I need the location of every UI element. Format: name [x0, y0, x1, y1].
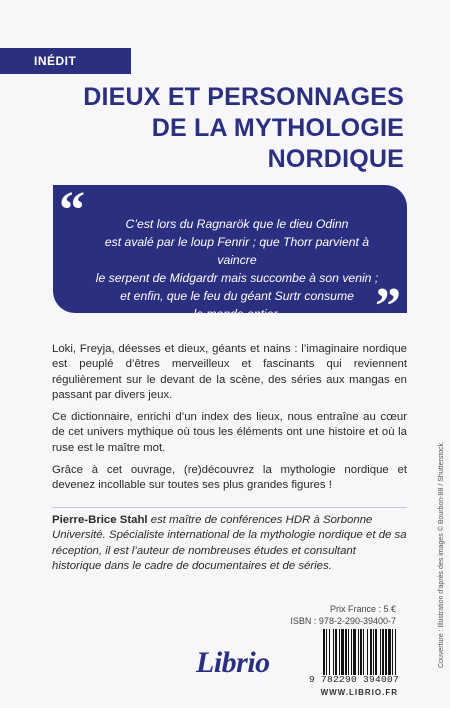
- blurb-paragraph: Grâce à cet ouvrage, (re)découvrez la mythologie nordique et devenez incollable sur toutes ses plus grandes figures !: [52, 464, 407, 492]
- author-bio-text: est maître de conférences HDR à Sorbonne Université. Spécialiste international de la mythologie nordique et de sa réception, il est l’auteur de nombreuses études et consultant historique dans le cadre de documentaires et de séries.: [52, 514, 407, 572]
- cover-credit: Couverture : Illustration d'après des images © Bourbon-88 / Shutterstock: [438, 442, 445, 668]
- barcode-bar: [395, 629, 396, 675]
- quote-line: est avalé par le loup Fenrir ; que Thorr parvient à vaincre: [104, 235, 370, 267]
- barcode-bar: [385, 629, 387, 675]
- isbn: ISBN : 978-2-290-39400-7: [290, 616, 396, 626]
- barcode-bar: [358, 629, 359, 675]
- author-bio: [52, 513, 407, 574]
- barcode-bar: [353, 629, 356, 675]
- blurb: [52, 342, 407, 501]
- barcode-bar: [382, 629, 384, 675]
- barcode-bar: [392, 629, 393, 675]
- author-name: Pierre-Brice Stahl: [52, 514, 148, 526]
- open-quote-icon: “: [59, 182, 85, 239]
- quote-line: et enfin, que le feu du géant Surtr consume: [120, 289, 354, 303]
- barcode-bar: [375, 629, 377, 675]
- divider: [52, 507, 407, 508]
- barcode-bar: [341, 629, 344, 675]
- barcode-bar: [333, 629, 334, 675]
- barcode-bar: [339, 629, 340, 675]
- barcode-bar: [367, 629, 368, 675]
- close-quote-icon: ”: [375, 278, 401, 335]
- barcode-bar: [329, 629, 330, 675]
- price: Prix France : 5 €: [329, 604, 396, 614]
- title-line: DIEUX ET PERSONNAGES: [83, 83, 404, 111]
- barcode-digits: 9 782290 394007: [309, 674, 400, 685]
- barcode-bar: [380, 629, 381, 675]
- publisher-logo: Librio: [196, 646, 270, 679]
- quote-line: le serpent de Midgardr mais succombe à son venin ;: [95, 271, 379, 285]
- quote-box: [53, 182, 407, 335]
- barcode-bar: [323, 629, 325, 675]
- website-url[interactable]: WWW.LIBRIO.FR: [320, 688, 398, 697]
- new-badge: INÉDIT: [0, 48, 131, 74]
- barcode-bar: [370, 629, 372, 675]
- barcode-bar: [388, 629, 391, 675]
- barcode-bar: [345, 629, 347, 675]
- barcode-bar: [360, 629, 362, 675]
- barcode-bar: [373, 629, 374, 675]
- quote-line: C’est lors du Ragnarök que le dieu Odinn: [125, 217, 349, 231]
- book-title: [24, 82, 404, 175]
- barcode-bar: [363, 629, 364, 675]
- title-line: NORDIQUE: [267, 145, 404, 173]
- quote-text: [87, 215, 387, 323]
- quote-line: le monde entier.: [193, 307, 281, 321]
- barcode-bar: [335, 629, 337, 675]
- blurb-paragraph: Ce dictionnaire, enrichi d’un index des lieux, nous entraîne au cœur de cet univers mythique où tous les éléments ont une histoire et où la ruse est le maître mot.: [52, 411, 407, 454]
- title-line: DE LA MYTHOLOGIE: [151, 114, 404, 142]
- barcode-bar: [351, 629, 352, 675]
- barcode: [322, 629, 418, 675]
- blurb-paragraph: Loki, Freyja, déesses et dieux, géants et nains : l’imaginaire nordique est peuplé d’êtres merveilleux et fascinants qui reviennent régulièrement sur le devant de la scène, des séries aux mangas en passant par divers jeux.: [52, 343, 407, 401]
- barcode-bar: [326, 629, 327, 675]
- barcode-bar: [348, 629, 349, 675]
